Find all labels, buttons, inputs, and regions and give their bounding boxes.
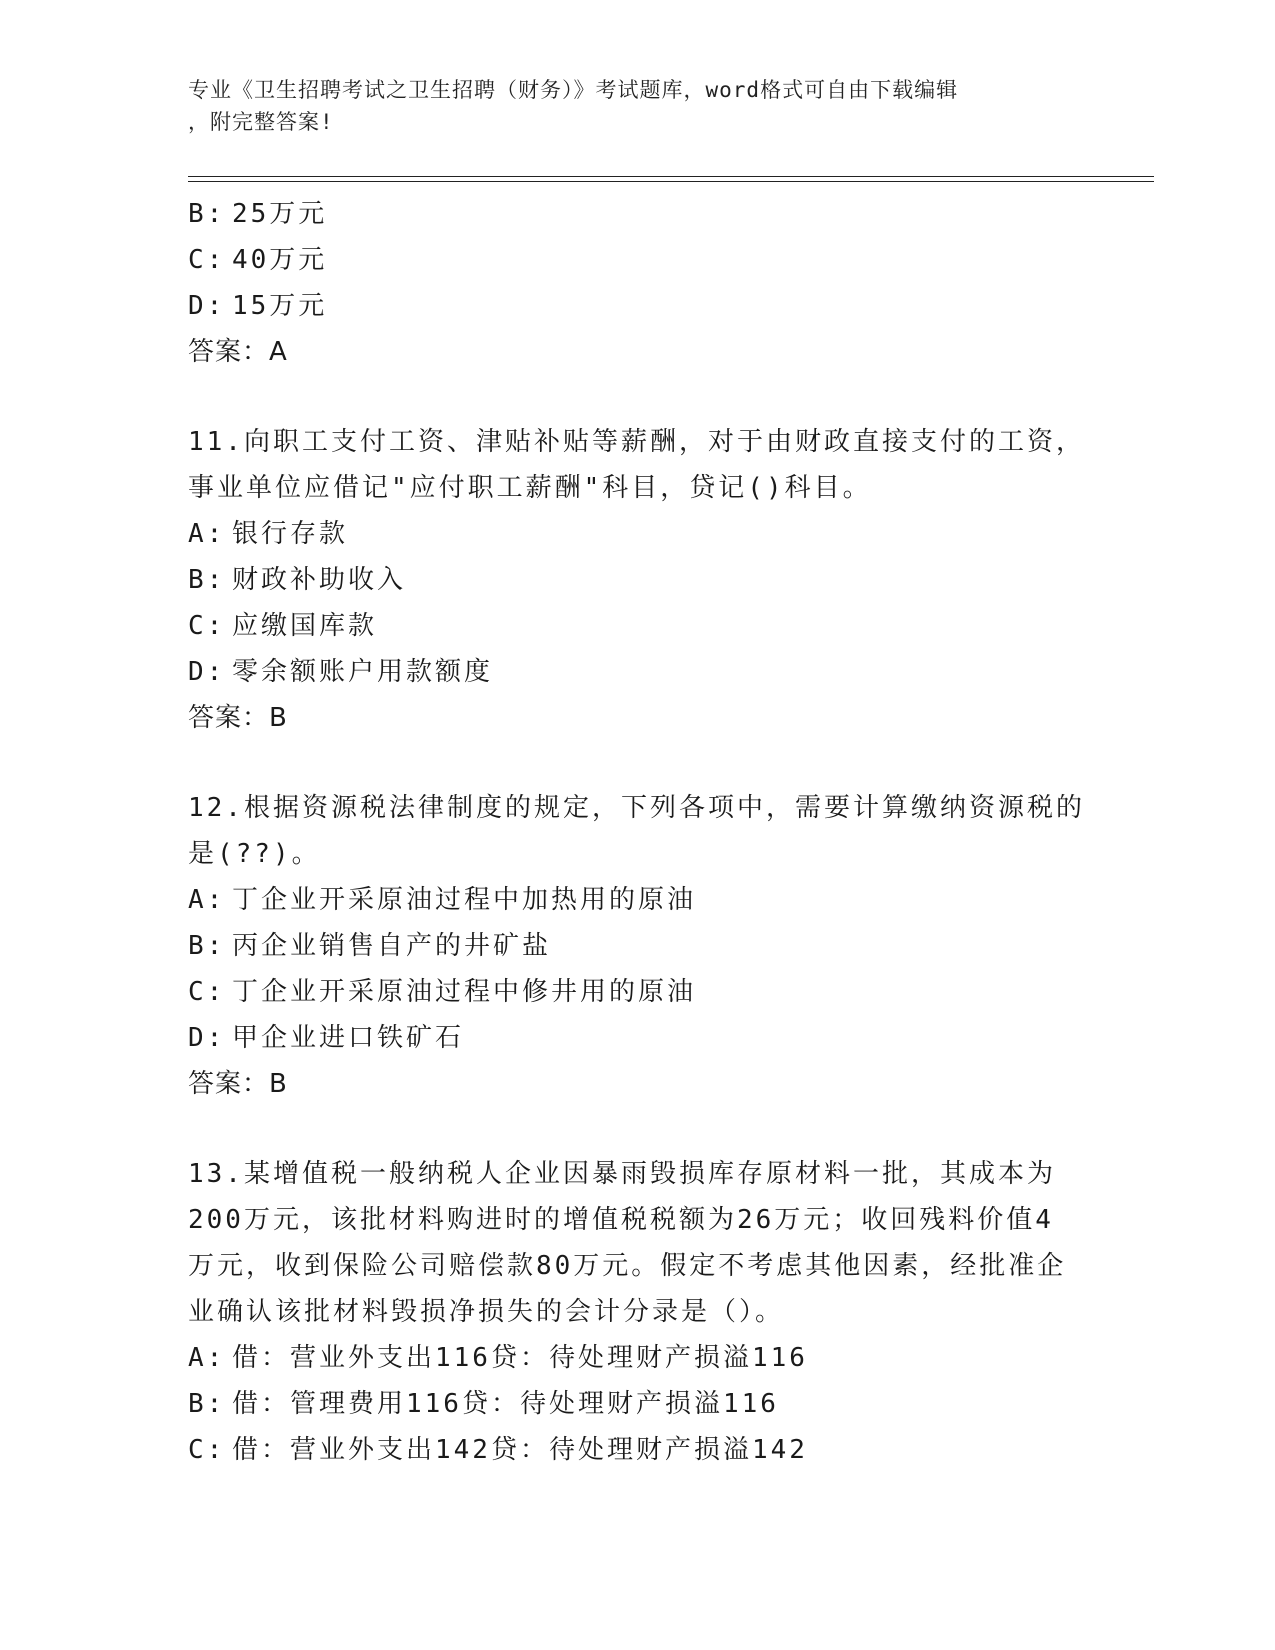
spacer xyxy=(188,1107,1088,1151)
option-a: A: 银行存款 xyxy=(188,519,349,549)
option-d: D: 甲企业进口铁矿石 xyxy=(188,1023,465,1053)
question-text: 11.向职工支付工资、津贴补贴等薪酬，对于由财政直接支付的工资， 事业单位应借记"应付职工薪酬"科目，贷记()科目。 xyxy=(188,427,1085,503)
header-divider xyxy=(188,176,1154,182)
spacer xyxy=(188,375,1088,419)
question-block-13 xyxy=(188,1151,1088,1473)
answer-line: 答案：A xyxy=(188,337,288,367)
option-c: C: 丁企业开采原油过程中修井用的原油 xyxy=(188,977,697,1007)
option-b: B: 财政补助收入 xyxy=(188,565,407,595)
option-c: C: 借：营业外支出142贷：待处理财产损溢142 xyxy=(188,1435,808,1465)
question-block-12 xyxy=(188,785,1088,1107)
header-line-1: 专业《卫生招聘考试之卫生招聘（财务）》考试题库，word格式可自由下载编辑 xyxy=(188,78,959,102)
option-a: A: 丁企业开采原油过程中加热用的原油 xyxy=(188,885,697,915)
option-c: C: 40万元 xyxy=(188,245,328,275)
question-block-prev xyxy=(188,191,1088,375)
option-d: D: 零余额账户用款额度 xyxy=(188,657,494,687)
question-text: 13.某增值税一般纳税人企业因暴雨毁损库存原材料一批，其成本为 200万元，该批材料购进时的增值税税额为26万元；收回残料价值4 万元，收到保险公司赔偿款80万元。假定不考虑其他因素，经批准企 业确认该批材料毁损净损失的会计分录是（）。 xyxy=(188,1159,1067,1327)
question-text: 12.根据资源税法律制度的规定，下列各项中，需要计算缴纳资源税的 是(??)。 xyxy=(188,793,1085,869)
document-header xyxy=(188,74,1088,138)
answer-line: 答案：B xyxy=(188,703,288,733)
question-block-11 xyxy=(188,419,1088,741)
option-b: B: 25万元 xyxy=(188,199,328,229)
option-d: D: 15万元 xyxy=(188,291,328,321)
answer-line: 答案：B xyxy=(188,1069,288,1099)
question-list xyxy=(188,191,1088,1473)
option-a: A: 借：营业外支出116贷：待处理财产损溢116 xyxy=(188,1343,808,1373)
option-b: B: 丙企业销售自产的井矿盐 xyxy=(188,931,552,961)
spacer xyxy=(188,741,1088,785)
option-c: C: 应缴国库款 xyxy=(188,611,378,641)
option-b: B: 借：管理费用116贷：待处理财产损溢116 xyxy=(188,1389,779,1419)
header-line-2: ，附完整答案! xyxy=(188,110,334,134)
